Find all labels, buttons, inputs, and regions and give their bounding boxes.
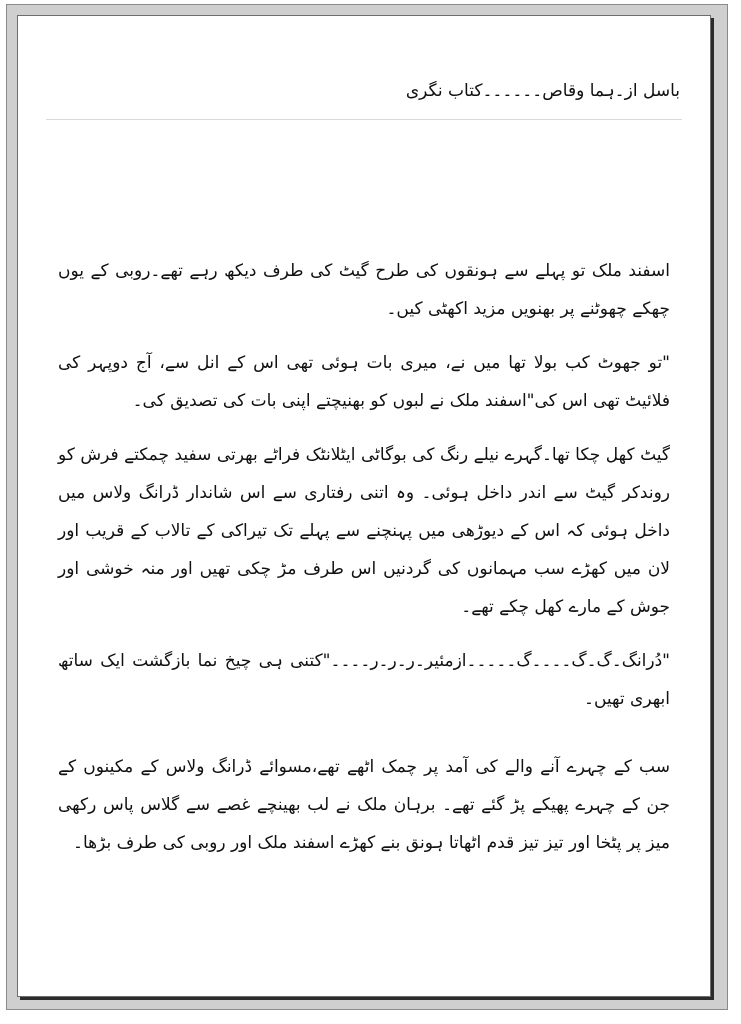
paragraph: گیٹ کھل چکا تھا۔گہرے نیلے رنگ کی بوگاٹی ایٹلانٹک فراٹے بھرتی سفید چمکتے فرش کو روندکر گیٹ سے اندر داخل ہوئی۔ وہ اتنی رفتاری سے اس شاندار ڈرانگ ولاس میں داخل ہوئی کہ اس کے دیوڑھی میں پہنچنے سے پہلے تک تیراکی کے تالاب کے قریب اور لان میں کھڑے سب مہمانوں کی گردنیں اس طرف مڑ چکی تھیں اور منہ خوشی اور جوش کے مارے کھل چکے تھے۔ [58, 445, 670, 617]
header-divider [46, 119, 682, 120]
page-header: باسل از۔ہما وقاص۔۔۔۔۔۔کتاب نگری [405, 81, 680, 101]
paragraph: اسفند ملک تو پہلے سے ہونقوں کی طرح گیٹ کی طرف دیکھ رہے تھے۔روبی کے یوں چھکے چھوٹنے پر بھنویں مزید اکھٹی کیں۔ [58, 261, 670, 319]
page-frame [6, 4, 728, 1010]
document-page [17, 15, 711, 997]
paragraph: "تو جھوٹ کب بولا تھا میں نے، میری بات ہوئی تھی اس کے انل سے، آج دوپہر کی فلائیٹ تھی اس کی"اسفند ملک نے لبوں کو بھنیچتے اپنی بات کی تصدیق کی۔ [58, 353, 670, 411]
document-body [58, 252, 670, 878]
paragraph: سب کے چہرے آنے والے کی آمد پر چمک اٹھے تھے،مسوائے ڈرانگ ولاس کے مکینوں کے جن کے چہرے پھیکے پڑ گئے تھے۔ برہان ملک نے لب بھینچے غصے سے گلاس پاس رکھی میز پر پٹخا اور تیز تیز قدم اٹھاتا ہونق بنے کھڑے اسفند ملک اور روبی کی طرف بڑھا۔ [58, 757, 670, 853]
paragraph: "دُرانگ۔گ۔گ۔۔۔۔گ۔۔۔۔۔ازمئیر۔ر۔ر۔ر۔۔۔۔"کتنی ہی چیخ نما بازگشت ایک ساتھ ابھری تھیں۔ [58, 651, 670, 709]
